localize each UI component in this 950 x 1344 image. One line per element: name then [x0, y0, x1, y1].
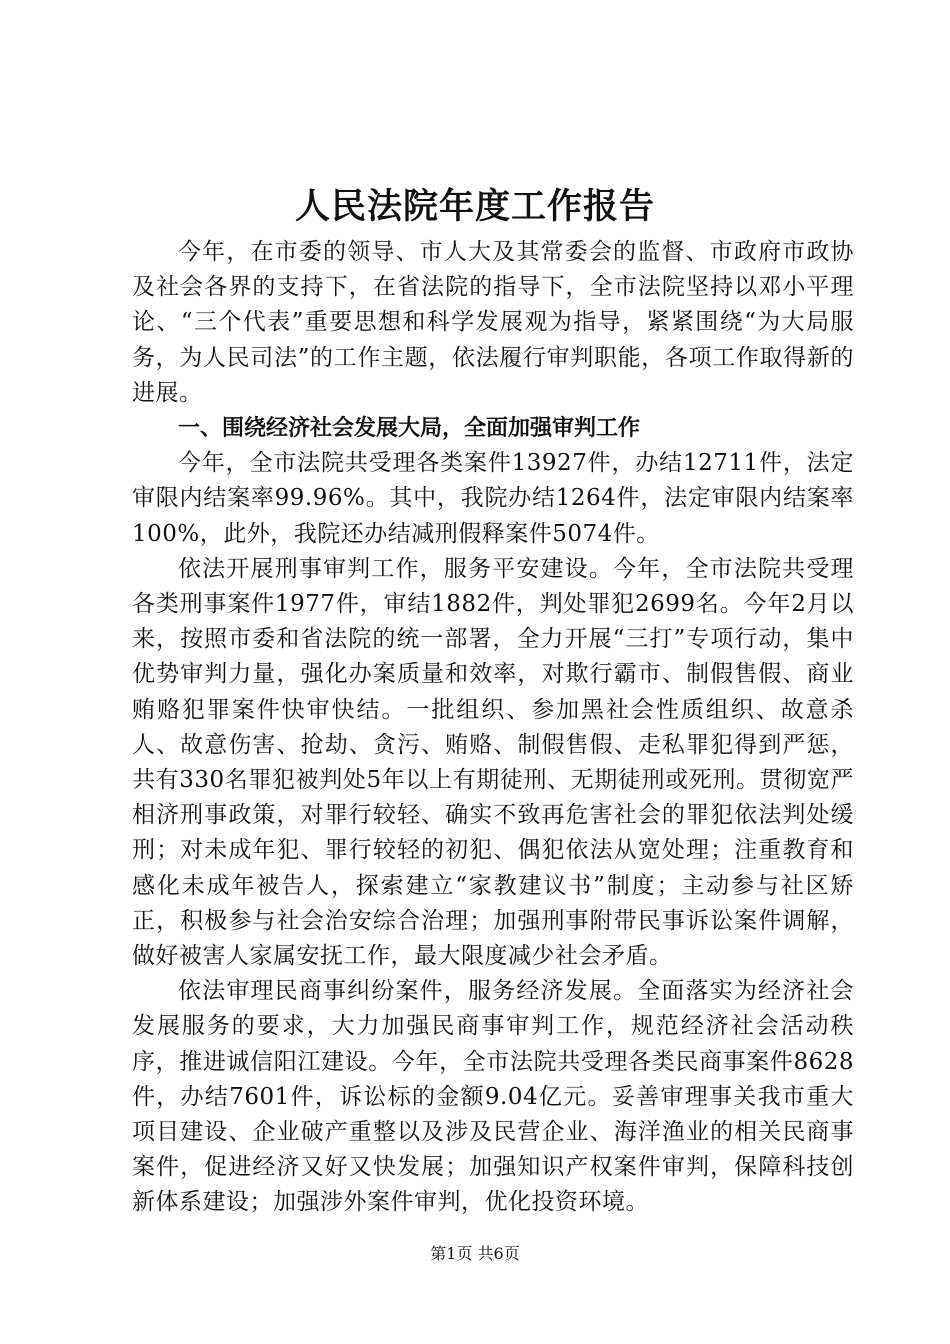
intro-paragraph: 今年，在市委的领导、市人大及其常委会的监督、市政府市政协及社会各界的支持下，在省法院的指导下，全市法院坚持以邓小平理论、“三个代表”重要思想和科学发展观为指导，紧紧围绕“为大局服务，为人民司法”的工作主题，依法履行审判职能，各项工作取得新的进展。 — [132, 239, 854, 406]
criminal-trial-paragraph: 依法开展刑事审判工作，服务平安建设。今年，全市法院共受理各类刑事案件1977件，审结1882件，判处罪犯2699名。今年2月以来，按照市委和省法院的统一部署，全力开展“三打”专项行动，集中优势审判力量，强化办案质量和效率，对欺行霸市、制假售假、商业贿赂犯罪案件快审快结。一批组织、参加黑社会性质组织、故意杀人、故意伤害、抢劫、贪污、贿赂、制假售假、走私罪犯得到严惩，共有330名罪犯被判处5年以上有期徒刑、无期徒刑或死刑。贯彻宽严相济刑事政策，对罪行较轻、确实不致再危害社会的罪犯依法判处缓刑；对未成年犯、罪行较轻的初犯、偶犯依法从宽处理；注重教育和感化未成年被告人，探索建立“家教建议书”制度；主动参与社区矫正，积极参与社会治安综合治理；加强刑事附带民事诉讼案件调解，做好被害人家属安抚工作，最大限度减少社会矛盾。 — [132, 555, 854, 970]
case-statistics-paragraph: 今年，全市法院共受理各类案件13927件，办结12711件，法定审限内结案率99.96%。其中，我院办结1264件，法定审限内结案率100%，此外，我院还办结减刑假释案件5074件。 — [132, 450, 854, 547]
page-footer: 第1页 共6页 — [430, 1244, 520, 1263]
document-body — [132, 235, 854, 1221]
section-heading: 一、围绕经济社会发展大局，全面加强审判工作 — [178, 416, 641, 442]
civil-commercial-paragraph: 依法审理民商事纠纷案件，服务经济发展。全面落实为经济社会发展服务的要求，大力加强民商事审判工作，规范经济社会活动秩序，推进诚信阳江建设。今年，全市法院共受理各类民商事案件8628件，办结7601件，诉讼标的金额9.04亿元。妥善审理事关我市重大项目建设、企业破产重整以及涉及民营企业、海洋渔业的相关民商事案件，促进经济又好又快发展；加强知识产权案件审判，保障科技创新体系建设；加强涉外案件审判，优化投资环境。 — [132, 978, 854, 1216]
document-title: 人民法院年度工作报告 — [294, 187, 655, 227]
